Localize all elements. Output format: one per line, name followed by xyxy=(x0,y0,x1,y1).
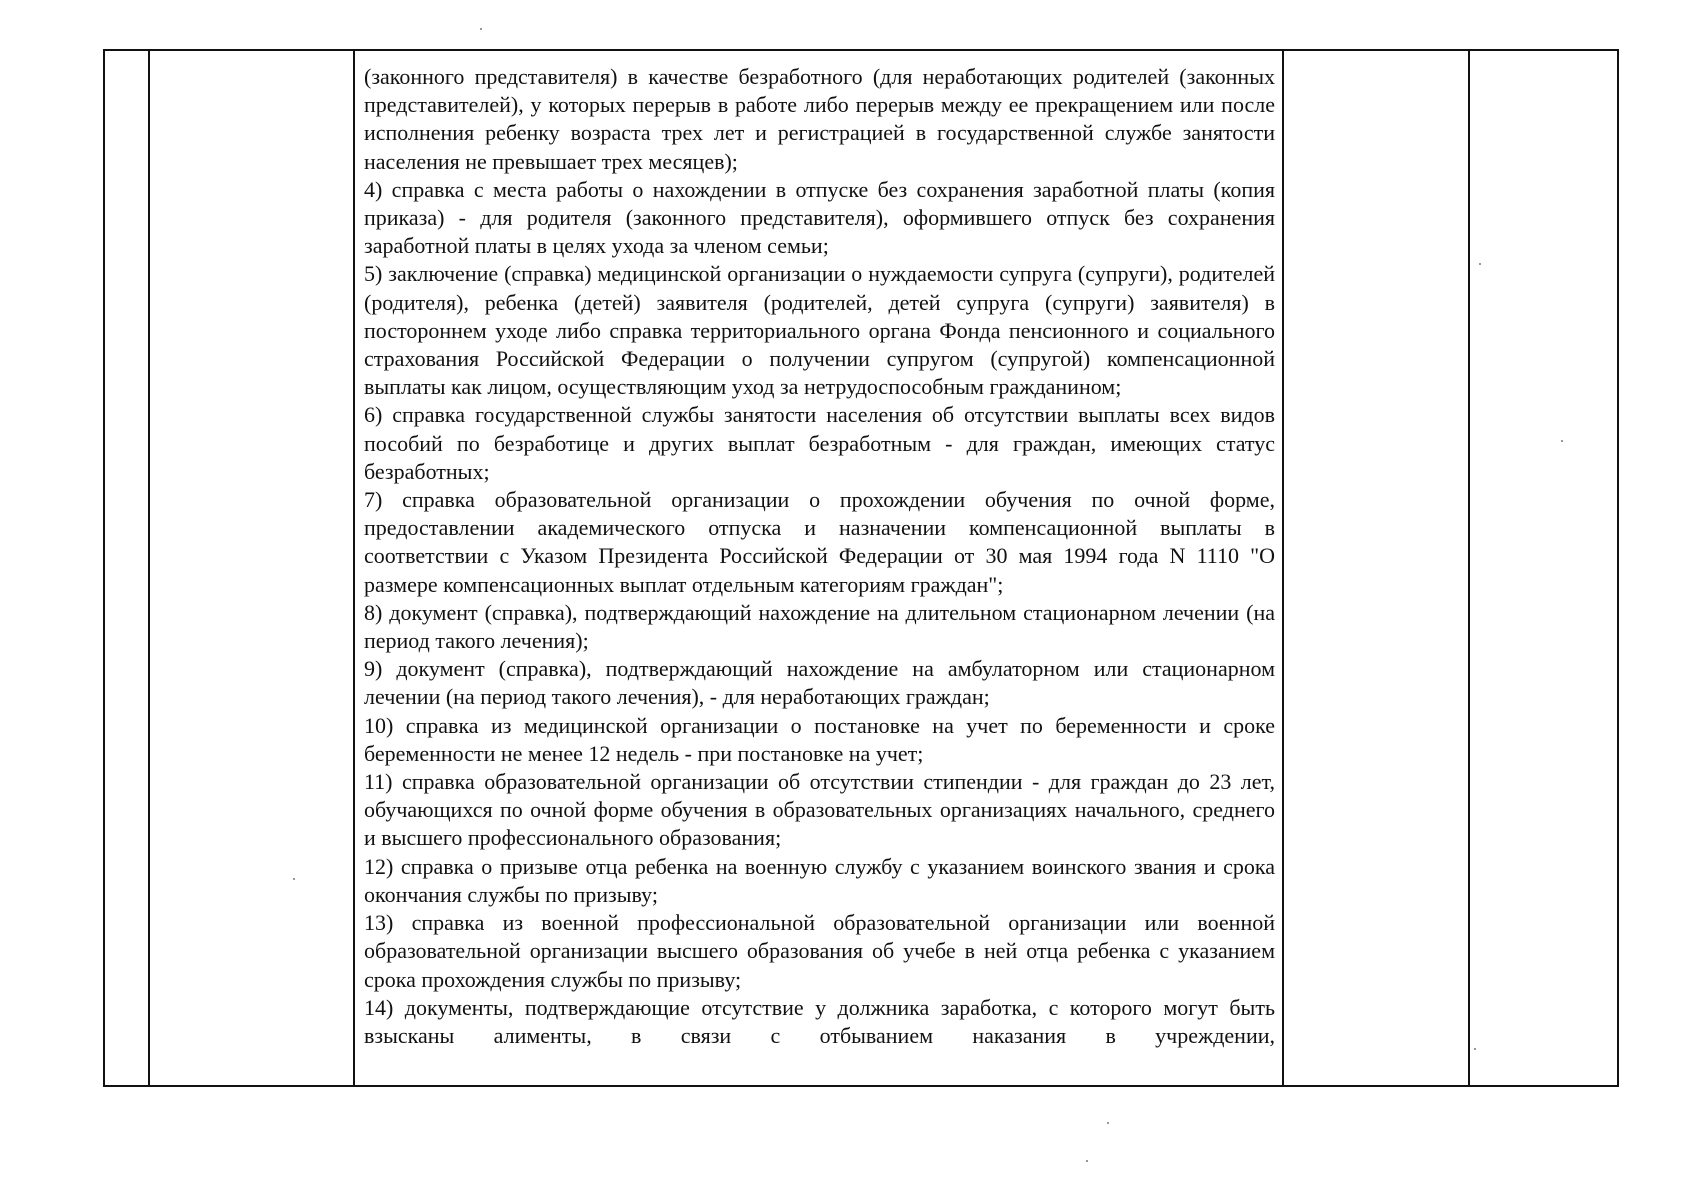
list-item-7: 7) справка образовательной организации о прохождении обучения по очной форме, предоставлении академического отпуска и назначении компенсационной выплаты в соответствии с Указом Президента Российской Федерации от 30 мая 1994 года N 1110 "О размере компенсационных выплат отдельным категориям граждан"; xyxy=(364,487,1275,597)
table-row xyxy=(104,50,1618,1086)
number-column-cell xyxy=(104,50,149,1086)
scan-speck xyxy=(1107,1122,1109,1124)
list-item-14: 14) документы, подтверждающие отсутствие у должника заработка, с которого могут быть взысканы алименты, в связи с отбыванием наказания в учреждении, xyxy=(364,994,1275,1048)
list-item-11: 11) справка образовательной организации об отсутствии стипендии - для граждан до 23 лет, обучающихся по очной форме обучения в образовательных организациях начального, среднего и высшего профессионального образования; xyxy=(364,769,1275,851)
list-item-12: 12) справка о призыве отца ребенка на военную службу с указанием воинского звания и срока окончания службы по призыву; xyxy=(364,853,1275,907)
scan-speck xyxy=(293,878,295,880)
empty-column-cell xyxy=(1283,50,1469,1086)
list-item-6: 6) справка государственной службы занятости населения об отсутствии выплаты всех видов пособий по безработице и других выплат безработным - для граждан, имеющих статус безработных; xyxy=(364,402,1275,484)
name-column-cell xyxy=(149,50,354,1086)
list-item-9: 9) документ (справка), подтверждающий нахождение на амбулаторном или стационарном лечении (на период такого лечения), - для неработающих граждан; xyxy=(364,656,1275,710)
scan-speck xyxy=(1479,263,1481,265)
document-table xyxy=(103,49,1619,1087)
list-item-5: 5) заключение (справка) медицинской организации о нуждаемости супруга (супруги), родителей (родителя), ребенка (детей) заявителя (родителей, детей супруга (супруги) заявителя) в постороннем уходе либо справка территориального органа Фонда пенсионного и социального страхования Российской Федерации о получении супругом (супругой) компенсационной выплаты как лицом, осуществляющим уход за нетрудоспособным гражданином; xyxy=(364,261,1275,400)
scan-speck xyxy=(480,28,482,30)
scan-speck xyxy=(1086,1160,1088,1162)
list-item-13: 13) справка из военной профессиональной образовательной организации или военной образовательной организации высшего образования об учебе в ней отца ребенка с указанием срока прохождения службы по призыву; xyxy=(364,910,1275,992)
documents-list-cell xyxy=(354,50,1283,1086)
list-item-continuation: (законного представителя) в качестве безработного (для неработающих родителей (законных представителей), у которых перерыв в работе либо перерыв между ее прекращением или после исполнения ребенку возраста трех лет и регистрацией в государственной службе занятости населения не превышает трех месяцев); xyxy=(364,64,1275,174)
list-item-10: 10) справка из медицинской организации о постановке на учет по беременности и сроке беременности не менее 12 недель - при постановке на учет; xyxy=(364,712,1275,766)
scan-speck xyxy=(1561,440,1563,442)
list-item-8: 8) документ (справка), подтверждающий нахождение на длительном стационарном лечении (на период такого лечения); xyxy=(364,599,1275,654)
empty-column-cell xyxy=(1469,50,1618,1086)
scan-speck xyxy=(1474,1048,1476,1050)
list-item-4: 4) справка с места работы о нахождении в отпуске без сохранения заработной платы (копия приказа) - для родителя (законного представителя), оформившего отпуск без сохранения заработной платы в целях ухода за членом семьи; xyxy=(364,176,1275,259)
